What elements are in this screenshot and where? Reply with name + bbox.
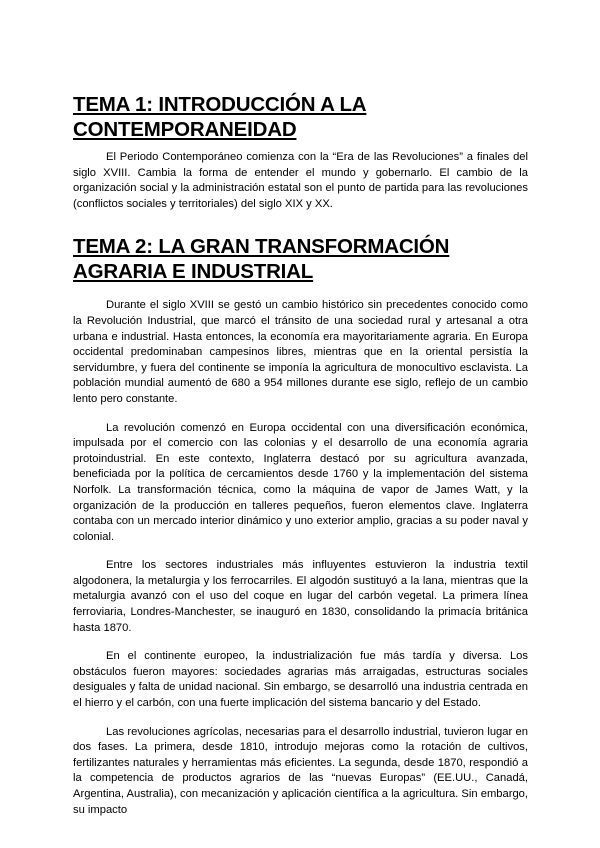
document-body: [73, 92, 528, 818]
tema1-heading: [73, 92, 528, 142]
tema2-heading: [73, 234, 528, 284]
tema2-paragraph-1: Durante el siglo XVIII se gestó un cambio histórico sin precedentes conocido como la Revolución Industrial, que marcó el tránsito de una sociedad rural y artesanal a otra urbana e industrial. Hasta entonces, la economía era mayoritariamente agraria. En Europa occidental predominaban campesinos libres, mientras que en la oriental persistía la servidumbre, y fuera del continente se imponía la agricultura de monocultivo esclavista. La población mundial aumentó de 680 a 954 millones durante ese siglo, reflejo de un cambio lento pero constante.: [73, 299, 528, 405]
tema2-paragraph-4: En el continente europeo, la industrialización fue más tardía y diversa. Los obstáculos fueron mayores: sociedades agrarias más arraigadas, estructuras sociales desiguales y falta de unidad nacional. Sin embargo, se desarrolló una industria centrada en el hierro y el carbón, con una fuerte implicación del sistema bancario y del Estado.: [73, 650, 528, 710]
tema1-paragraph-1: El Periodo Contemporáneo comienza con la “Era de las Revoluciones” a finales del siglo XVIII. Cambia la forma de entender el mundo y gobernarlo. El cambio de la organización social y la administración estatal son el punto de partida para las revoluciones (conflictos sociales y territoriales) del siglo XIX y XX.: [73, 151, 528, 210]
tema1-heading-line2: CONTEMPORANEIDAD: [73, 118, 297, 141]
tema2-paragraph-5: Las revoluciones agrícolas, necesarias para el desarrollo industrial, tuvieron lugar en dos fases. La primera, desde 1810, introdujo mejoras como la rotación de cultivos, fertilizantes naturales y herramientas más eficientes. La segunda, desde 1870, respondió a la competencia de productos agrarios de las “nuevas Europas” (EE.UU., Canadá, Argentina, Australia), con mecanización y aplicación científica a la agricultura. Sin embargo, su impacto: [73, 725, 528, 816]
tema2-paragraph-2: La revolución comenzó en Europa occidental con una diversificación económica, impulsada por el comercio con las colonias y el desarrollo de una economía agraria protoindustrial. En este contexto, Inglaterra destacó por su agricultura avanzada, beneficiada por la política de cercamientos desde 1760 y la implementación del sistema Norfolk. La transformación técnica, como la máquina de vapor de James Watt, y la organización de la producción en talleres pequeños, fueron elementos clave. Inglaterra contaba con un mercado interior dinámico y uno exterior amplio, gracias a su poder naval y colonial.: [73, 421, 528, 543]
tema1-heading-line1: TEMA 1: INTRODUCCIÓN A LA: [73, 93, 367, 116]
tema2-paragraph-3: Entre los sectores industriales más influyentes estuvieron la industria textil algodonera, la metalurgia y los ferrocarriles. El algodón sustituyó a la lana, mientras que la metalurgia avanzó con el uso del coque en lugar del carbón vegetal. La primera línea ferroviaria, Londres-Manchester, se inauguró en 1830, consolidando la primacía británica hasta 1870.: [73, 559, 528, 634]
tema2-heading-line1: TEMA 2: LA GRAN TRANSFORMACIÓN: [73, 235, 450, 259]
tema2-heading-line2: AGRARIA E INDUSTRIAL: [73, 260, 314, 284]
